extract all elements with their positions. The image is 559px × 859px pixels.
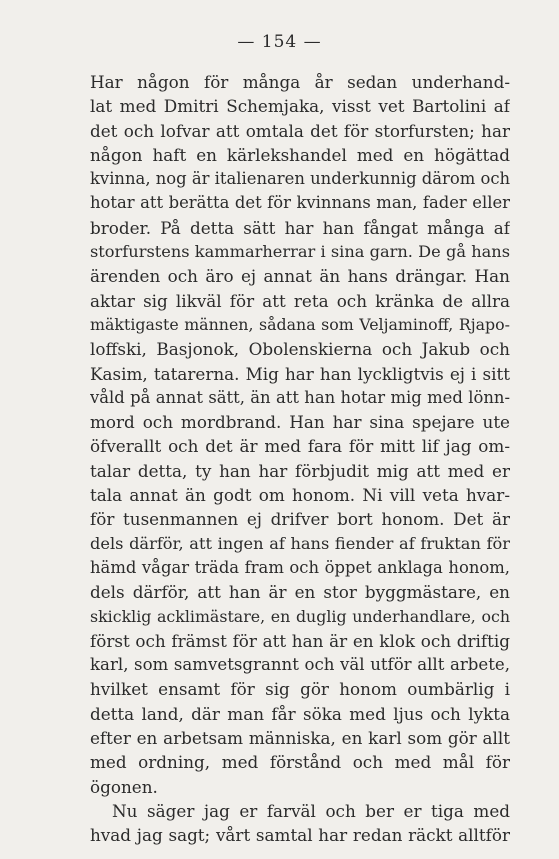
- text-line: mäktigaste männen, sådana som Veljaminoff, Rjapo-: [90, 314, 510, 334]
- text-line: öfverallt och det är med fara för mitt lif jag om-: [90, 436, 510, 457]
- text-line: ärenden och äro ej annat än hans drängar. Han: [90, 266, 510, 287]
- text-line: dels därför, att han är en stor byggmästare, en: [90, 582, 510, 603]
- text-line: för tusenmannen ej drifver bort honom. Det är: [90, 509, 510, 530]
- body-text: [90, 70, 510, 848]
- text-line: hvad jag sagt; vårt samtal har redan räckt alltför: [90, 825, 510, 846]
- text-line: mord och mordbrand. Han har sina spejare ute: [90, 412, 510, 433]
- text-line: Kasim, tatarerna. Mig har han lyckligtvis ej i sitt: [90, 363, 510, 384]
- text-line: först och främst för att han är en klok och driftig: [90, 630, 510, 651]
- text-line: ögonen.: [90, 776, 158, 797]
- text-line: lat med Dmitri Schemjaka, visst vet Bartolini af: [90, 96, 510, 117]
- text-line: skicklig acklimästare, en duglig underhandlare, och: [90, 606, 510, 626]
- text-line: kvinna, nog är italienaren underkunnig därom och: [90, 169, 510, 189]
- text-line: karl, som samvetsgrannt och väl utför allt arbete,: [90, 655, 510, 675]
- text-line: loffski, Basjonok, Obolenskierna och Jakub och: [90, 339, 510, 360]
- text-line: storfurstens kammarherrar i sina garn. De gå hans: [90, 242, 510, 262]
- text-line: Har någon för många år sedan underhand-: [90, 72, 510, 92]
- text-line: det och lofvar att omtala det för storfursten; har: [90, 120, 510, 141]
- page-number: — 154 —: [237, 32, 322, 52]
- text-line: Nu säger jag er farväl och ber er tiga med: [112, 800, 510, 821]
- text-line: dels därför, att ingen af hans fiender af fruktan för: [90, 533, 510, 553]
- text-line: våld på annat sätt, än att han hotar mig med lönn-: [90, 387, 510, 407]
- text-line: med ordning, med förstånd och med mål för: [90, 752, 510, 773]
- text-line: broder. På detta sätt har han fångat många af: [90, 217, 510, 238]
- text-line: aktar sig likväl för att reta och kränka de allra: [90, 290, 510, 311]
- text-line: talar detta, ty han har förbjudit mig att med er: [90, 460, 510, 481]
- text-line: hämd vågar träda fram och öppet anklaga honom,: [90, 557, 510, 577]
- text-line: detta land, där man får söka med ljus och lykta: [90, 703, 510, 724]
- text-line: hvilket ensamt för sig gör honom oumbärlig i: [90, 679, 510, 700]
- text-line: någon haft en kärlekshandel med en högättad: [90, 144, 510, 165]
- text-line: efter en arbetsam människa, en karl som gör allt: [90, 728, 510, 749]
- text-line: tala annat än godt om honom. Ni vill veta hvar-: [90, 485, 510, 506]
- text-line: hotar att berätta det för kvinnans man, fader eller: [90, 193, 510, 213]
